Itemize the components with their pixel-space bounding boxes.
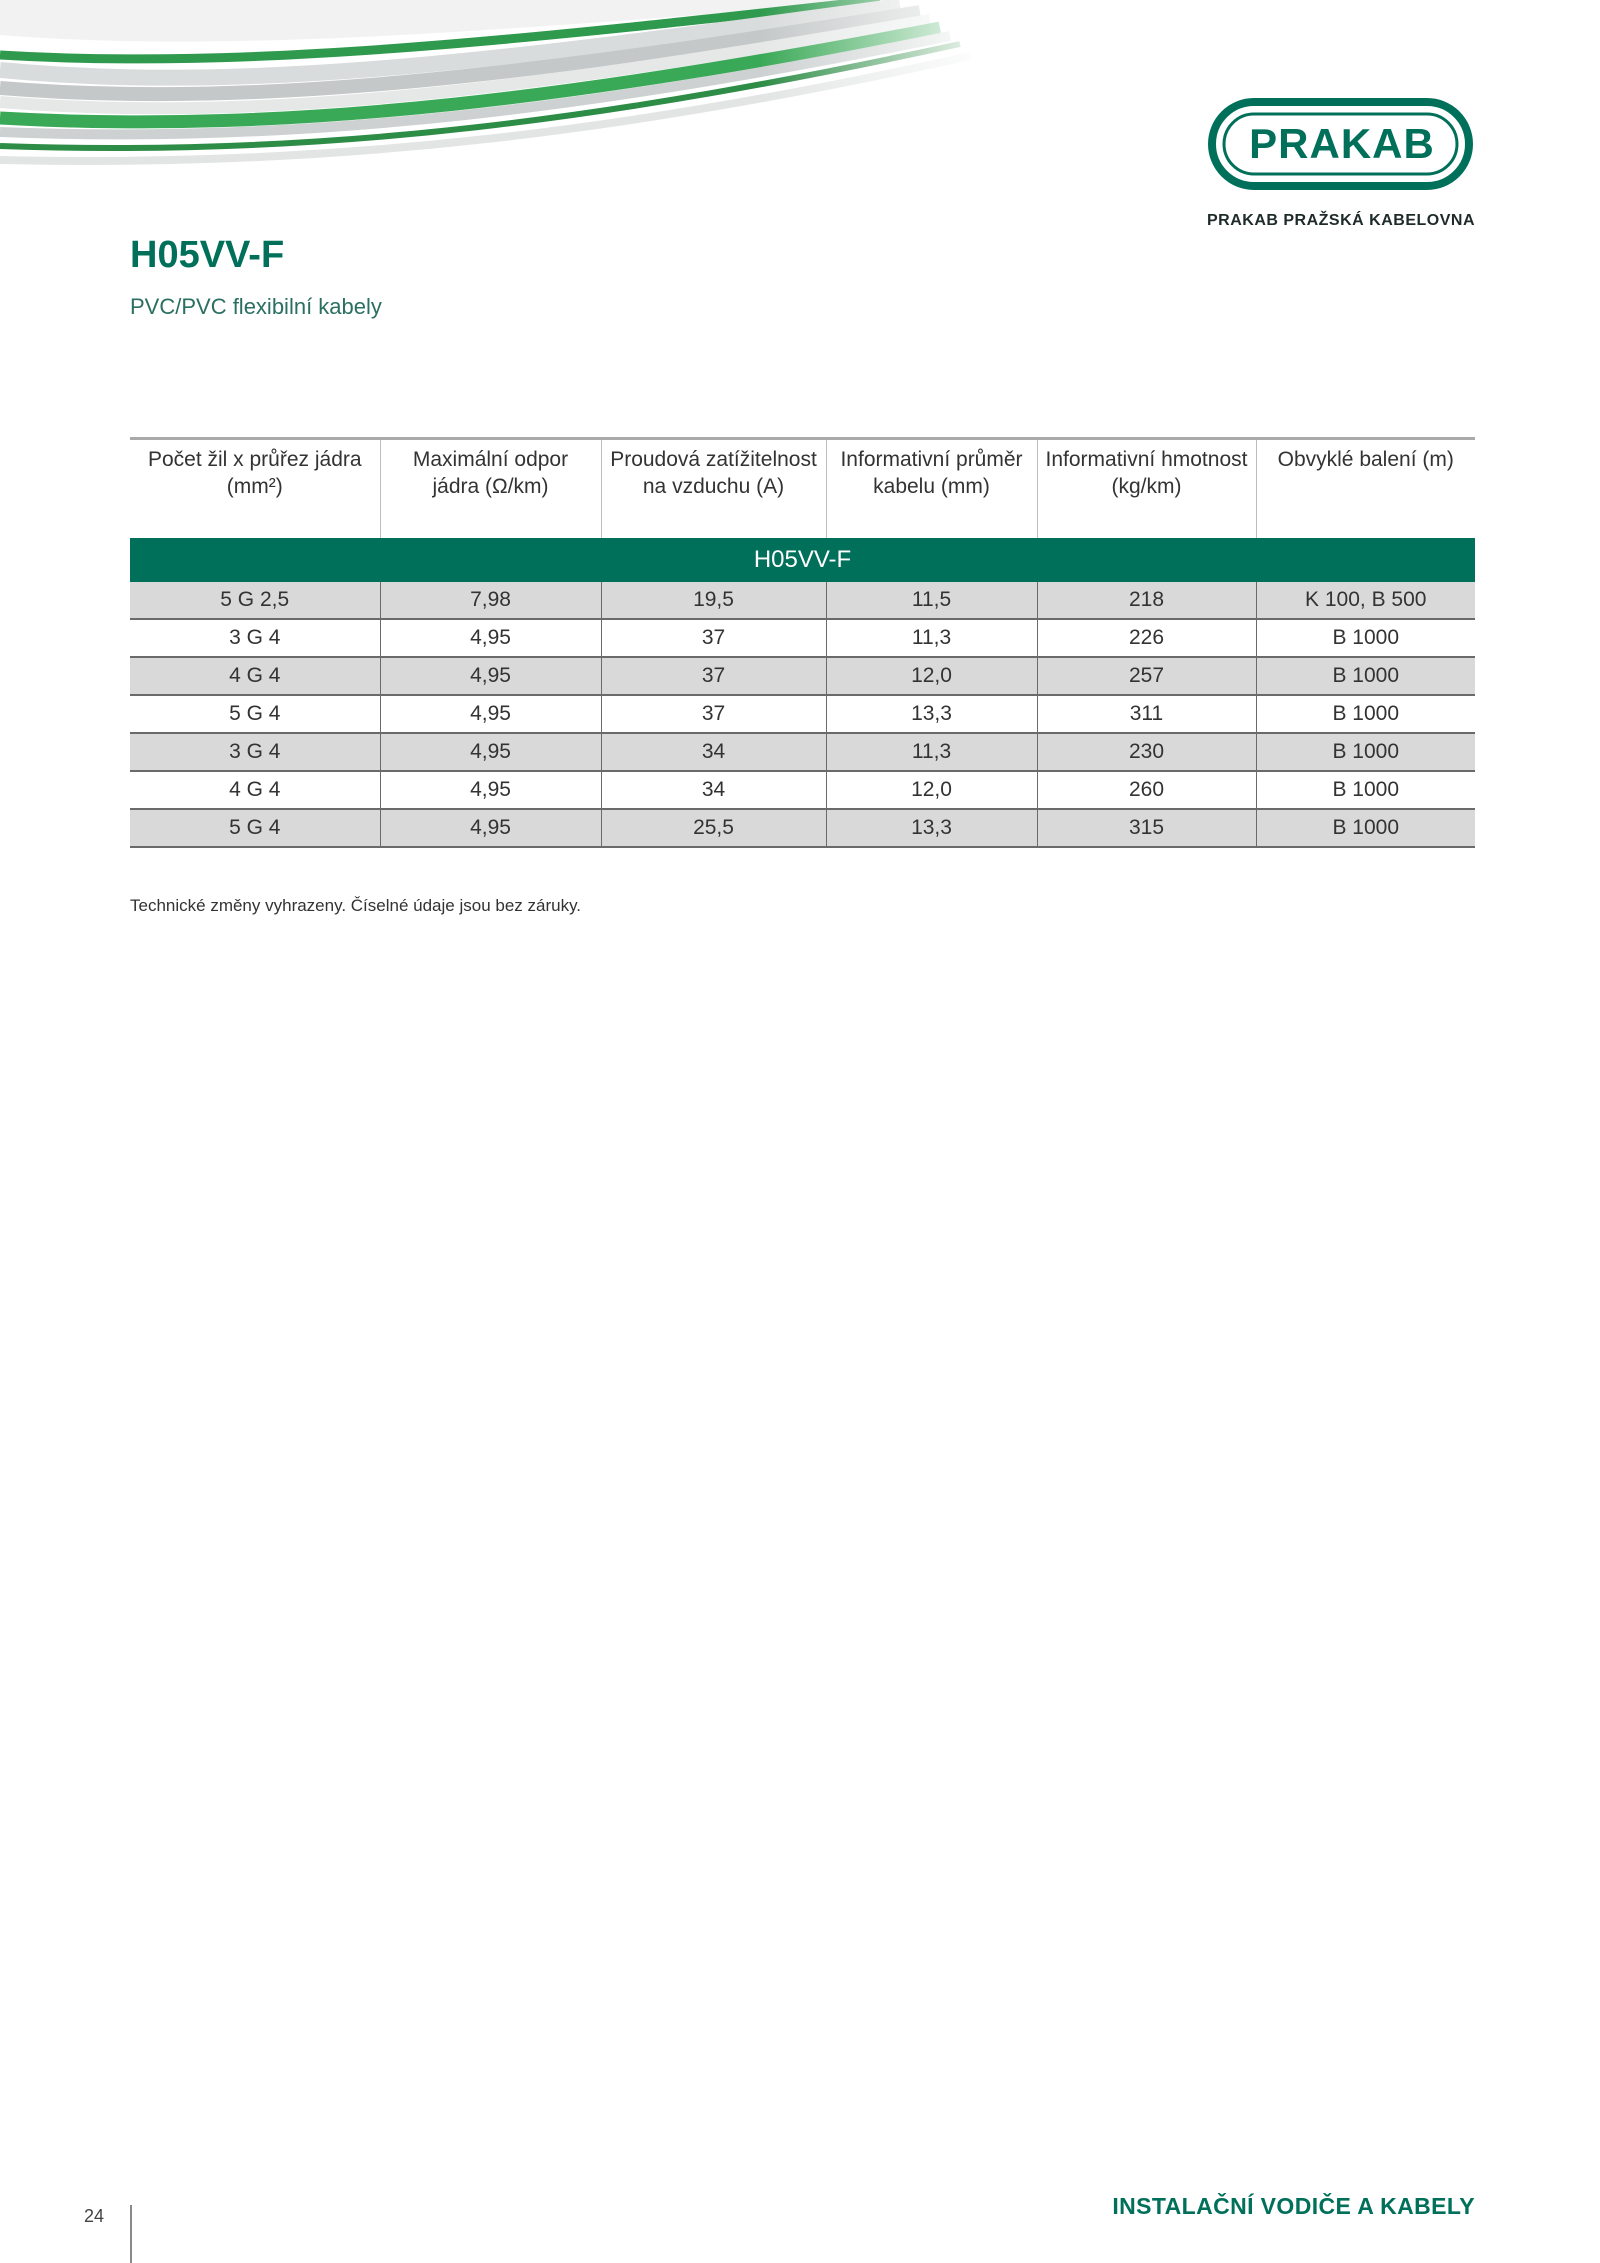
header-cores-cross-section: Počet žil x průřez jádra (mm²)	[130, 439, 380, 539]
cell-current-capacity: 19,5	[601, 582, 826, 619]
cell-max-resistance: 7,98	[380, 582, 601, 619]
cell-max-resistance: 4,95	[380, 657, 601, 695]
table-row	[130, 733, 1475, 771]
cell-cores-cross-section: 3 G 4	[130, 619, 380, 657]
cell-cable-weight: 230	[1037, 733, 1256, 771]
section-title: INSTALAČNÍ VODIČE A KABELY	[1112, 2193, 1475, 2219]
cell-cable-weight: 315	[1037, 809, 1256, 847]
cell-packaging: K 100, B 500	[1256, 582, 1475, 619]
section-band-label: H05VV-F	[130, 538, 1475, 582]
cell-cable-diameter: 13,3	[826, 809, 1037, 847]
cell-packaging: B 1000	[1256, 695, 1475, 733]
product-subtitle: PVC/PVC flexibilní kabely	[130, 294, 382, 319]
cell-cable-weight: 226	[1037, 619, 1256, 657]
disclaimer-note: Technické změny vyhrazeny. Číselné údaje jsou bez záruky.	[130, 896, 582, 915]
cell-cable-diameter: 12,0	[826, 657, 1037, 695]
cell-cable-weight: 218	[1037, 582, 1256, 619]
table-section-band	[130, 538, 1475, 582]
cell-current-capacity: 34	[601, 733, 826, 771]
cell-packaging: B 1000	[1256, 657, 1475, 695]
cell-max-resistance: 4,95	[380, 733, 601, 771]
cell-max-resistance: 4,95	[380, 771, 601, 809]
product-title: H05VV-F	[130, 234, 285, 276]
table-row	[130, 695, 1475, 733]
cell-packaging: B 1000	[1256, 619, 1475, 657]
cell-max-resistance: 4,95	[380, 695, 601, 733]
header-cable-weight: Informativní hmotnost (kg/km)	[1037, 439, 1256, 539]
cell-cable-diameter: 11,3	[826, 619, 1037, 657]
cell-cable-weight: 257	[1037, 657, 1256, 695]
cell-cable-weight: 311	[1037, 695, 1256, 733]
header-max-resistance: Maximální odpor jádra (Ω/km)	[380, 439, 601, 539]
header-cable-diameter: Informativní průměr kabelu (mm)	[826, 439, 1037, 539]
cell-packaging: B 1000	[1256, 771, 1475, 809]
cell-packaging: B 1000	[1256, 733, 1475, 771]
prakab-logo	[1208, 98, 1473, 190]
table-row	[130, 619, 1475, 657]
cell-cable-diameter: 12,0	[826, 771, 1037, 809]
table-row	[130, 657, 1475, 695]
company-name: PRAKAB PRAŽSKÁ KABELOVNA	[1206, 212, 1475, 229]
cell-cores-cross-section: 5 G 2,5	[130, 582, 380, 619]
cell-current-capacity: 34	[601, 771, 826, 809]
cell-cable-weight: 260	[1037, 771, 1256, 809]
header-packaging: Obvyklé balení (m)	[1256, 439, 1475, 539]
cell-current-capacity: 37	[601, 619, 826, 657]
cell-packaging: B 1000	[1256, 809, 1475, 847]
logo-text: PRAKAB	[1249, 120, 1435, 167]
table-row	[130, 582, 1475, 619]
cell-max-resistance: 4,95	[380, 619, 601, 657]
header-current-capacity: Proudová zatížitelnost na vzduchu (A)	[601, 439, 826, 539]
table-header-row	[130, 439, 1475, 539]
cell-cable-diameter: 11,5	[826, 582, 1037, 619]
cell-cable-diameter: 13,3	[826, 695, 1037, 733]
cell-current-capacity: 37	[601, 695, 826, 733]
page-number-divider	[130, 2205, 132, 2263]
cell-cores-cross-section: 4 G 4	[130, 771, 380, 809]
cell-max-resistance: 4,95	[380, 809, 601, 847]
table-row	[130, 809, 1475, 847]
cell-cable-diameter: 11,3	[826, 733, 1037, 771]
cable-header-image	[0, 0, 1000, 200]
cell-current-capacity: 37	[601, 657, 826, 695]
cell-cores-cross-section: 4 G 4	[130, 657, 380, 695]
cell-cores-cross-section: 3 G 4	[130, 733, 380, 771]
cable-spec-table	[130, 437, 1475, 848]
table-row	[130, 771, 1475, 809]
cell-cores-cross-section: 5 G 4	[130, 695, 380, 733]
cell-cores-cross-section: 5 G 4	[130, 809, 380, 847]
cell-current-capacity: 25,5	[601, 809, 826, 847]
page-number: 24	[84, 2206, 105, 2226]
